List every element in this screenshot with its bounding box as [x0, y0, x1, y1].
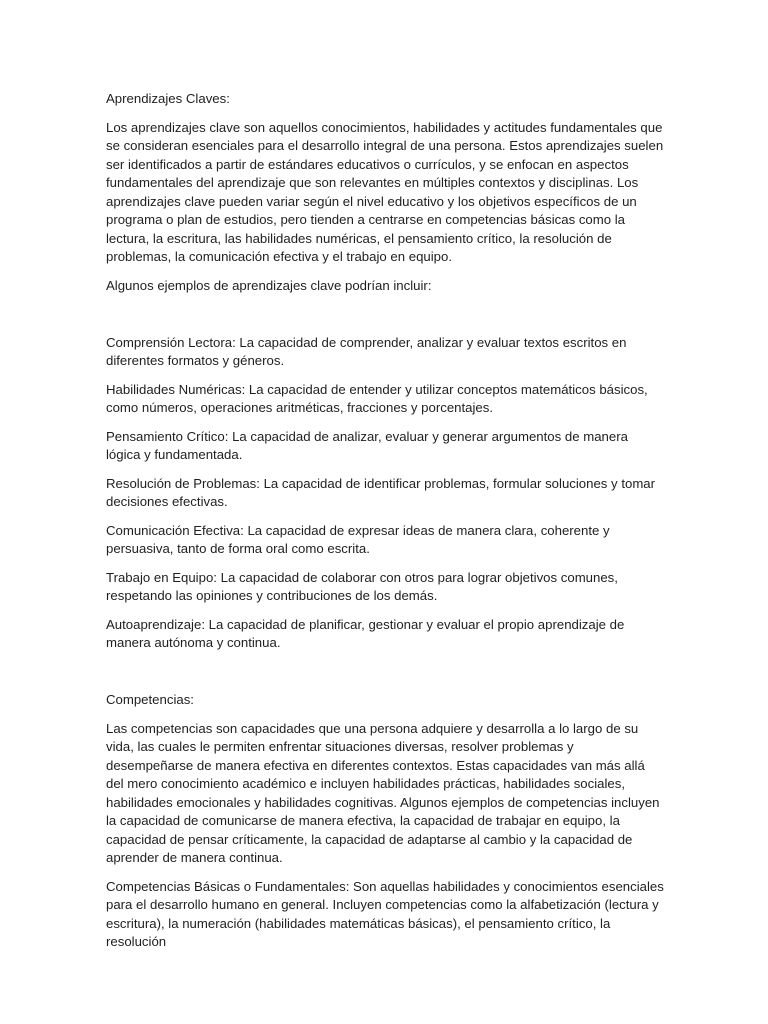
paragraph-competencias-basicas: Competencias Básicas o Fundamentales: Son aquellas habilidades y conocimientos esenciales para el desarrollo humano en general. Incluyen competencias como la alfabetización (lectura y escritura), la numeración (habilidades matemáticas básicas), el pensamiento crítico, la resolución [106, 878, 664, 949]
heading-aprendizajes-claves: Aprendizajes Claves: [106, 91, 230, 106]
blank-line [106, 305, 664, 324]
example-autoaprendizaje: Autoaprendizaje: La capacidad de planificar, gestionar y evaluar el propio aprendizaje de manera autónoma y continua. [106, 616, 625, 650]
example-pensamiento-critico: Pensamiento Crítico: La capacidad de analizar, evaluar y generar argumentos de manera lógica y fundamentada. [106, 428, 628, 462]
example-comunicacion-efectiva: Comunicación Efectiva: La capacidad de expresar ideas de manera clara, coherente y persuasiva, tanto de forma oral como escrita. [106, 522, 610, 556]
blank-line [106, 663, 664, 682]
heading-competencias: Competencias: [106, 692, 194, 707]
example-resolucion-problemas: Resolución de Problemas: La capacidad de identificar problemas, formular soluciones y tomar decisiones efectivas. [106, 475, 656, 509]
example-trabajo-equipo: Trabajo en Equipo: La capacidad de colaborar con otros para lograr objetivos comunes, respetando las opiniones y contribuciones de los demás. [106, 569, 618, 603]
example-comprension-lectora: Comprensión Lectora: La capacidad de comprender, analizar y evaluar textos escritos en diferentes formatos y géneros. [106, 334, 627, 368]
paragraph-intro-competencias: Las competencias son capacidades que una persona adquiere y desarrolla a lo largo de su vida, las cuales le permiten enfrentar situaciones diversas, resolver problemas y desempeñarse de manera efectiva en diferentes contextos. Estas capacidades van más allá del mero conocimiento académico e incluyen habilidades prácticas, habilidades sociales, habilidades emocionales y habilidades cognitivas. Algunos ejemplos de competencias incluyen la capacidad de comunicarse de manera efectiva, la capacidad de trabajar en equipo, la capacidad de pensar críticamente, la capacidad de adaptarse al cambio y la capacidad de aprender de manera continua. [106, 720, 660, 865]
example-habilidades-numericas: Habilidades Numéricas: La capacidad de entender y utilizar conceptos matemáticos básicos, como números, operaciones aritméticas, fracciones y porcentajes. [106, 381, 648, 415]
paragraph-intro-aprendizajes: Los aprendizajes clave son aquellos conocimientos, habilidades y actitudes fundamentales que se consideran esenciales para el desarrollo integral de una persona. Estos aprendizajes suelen ser identificados a partir de estándares educativos o currículos, y se enfocan en aspectos fundamentales del aprendizaje que son relevantes en múltiples contextos y disciplinas. Los aprendizajes clave pueden variar según el nivel educativo y los objetivos específicos de un programa o plan de estudios, pero tienden a centrarse en competencias básicas como la lectura, la escritura, las habilidades numéricas, el pensamiento crítico, la resolución de problemas, la comunicación efectiva y el trabajo en equipo. [106, 119, 664, 264]
paragraph-ejemplos-intro: Algunos ejemplos de aprendizajes clave podrían incluir: [106, 277, 432, 293]
